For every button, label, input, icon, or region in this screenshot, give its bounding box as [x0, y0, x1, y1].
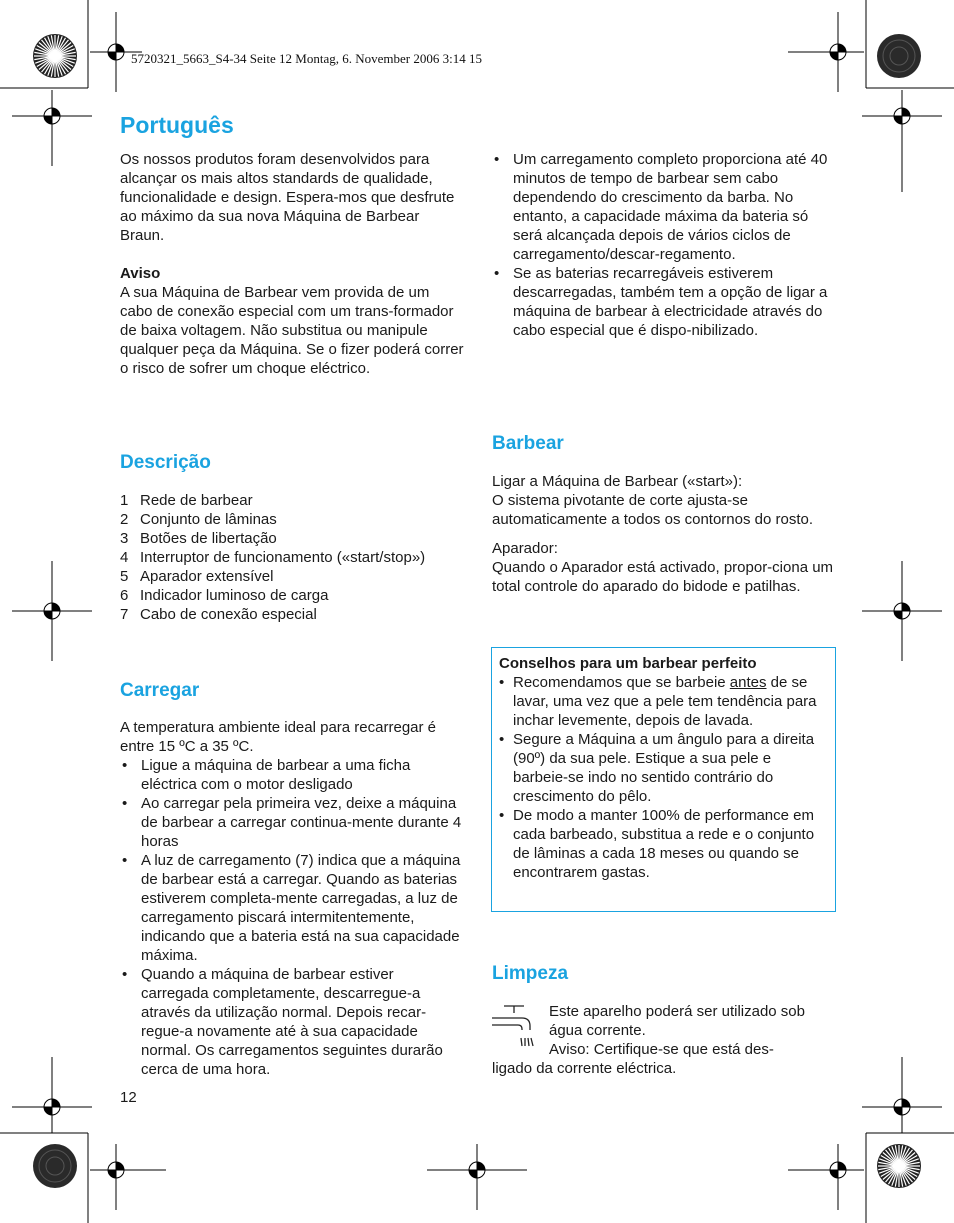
barbear-body [492, 472, 837, 596]
limpeza-line-2: água corrente. [549, 1022, 646, 1039]
page-number: 12 [120, 1089, 137, 1106]
carregar-heading: Carregar [120, 680, 200, 701]
barbear-trimmer-label: Aparador: [492, 540, 558, 557]
carregar-intro: A temperatura ambiente ideal para recarregar é entre 15 ºC a 35 ºC. [120, 719, 437, 755]
list-item: • Ao carregar pela primeira vez, deixe a máquina de barbear a carregar continua-mente durante 4 horas [120, 794, 465, 851]
list-item: • Quando a máquina de barbear estiver carregada completamente, descarregue-a através da utilização normal. Depois recar-regue-a novamente até à sua capacidade normal. Os carregamentos seguintes durarão cerca de uma hora. [120, 965, 465, 1079]
descricao-list [120, 491, 470, 624]
tips-heading: Conselhos para um barbear perfeito [499, 655, 757, 672]
aviso-text: A sua Máquina de Barbear vem provida de um cabo de conexão especial com um trans-formador de baixa voltagem. Não substitua ou manipule qualquer peça da Máquina. Se o fizer poderá correr o risco de sofrer um choque eléctrico. [120, 284, 464, 377]
left-column [120, 150, 465, 378]
registration-mark-bottom-right [838, 1170, 839, 1171]
list-item: 2 Conjunto de lâminas [120, 511, 277, 528]
limpeza-body [492, 1002, 837, 1078]
tips-bullets [499, 673, 828, 882]
limpeza-line-1: Este aparelho poderá ser utilizado sob [549, 1003, 805, 1020]
registration-mark-top-right [838, 52, 839, 53]
carregar-bullets-continued [492, 150, 837, 340]
page-title: Português [120, 112, 234, 138]
list-item: 3 Botões de libertação [120, 530, 277, 547]
star-target-top-right [899, 56, 900, 57]
limpeza-heading: Limpeza [492, 963, 569, 984]
intro-paragraph: Os nossos produtos foram desenvolvidos para alcançar os mais altos standards de qualidade, funcionalidade e design. Espera-mos que desfrute ao máximo da sua nova Máquina de Barbear Braun. [120, 151, 455, 244]
registration-mark-top-left [116, 52, 117, 53]
star-target-bottom-left [55, 1166, 56, 1167]
registration-mark-left-upper [52, 116, 53, 117]
registration-mark-left-middle [52, 611, 53, 612]
descricao-list-container [120, 491, 470, 624]
list-item: 5 Aparador extensível [120, 568, 274, 585]
list-item: 1 Rede de barbear [120, 492, 253, 509]
registration-mark-bottom-center [477, 1170, 478, 1171]
star-target-bottom-right [899, 1166, 900, 1167]
registration-mark-right-lower [902, 1107, 903, 1108]
list-item: 4 Interruptor de funcionamento («start/stop») [120, 549, 426, 566]
star-target-top-left [55, 56, 56, 57]
list-item: • Um carregamento completo proporciona até 40 minutos de tempo de barbear sem cabo dependendo do crescimento da barba. No entanto, a capacidade máxima da bateria só será alcançada depois de vários ciclos de carregamento/descar-regamento. [492, 150, 837, 264]
registration-mark-left-lower [52, 1107, 53, 1108]
list-item: • Recomendamos que se barbeie antes de se lavar, uma vez que a pele tem tendência para inchar levemente, depois de lavada. [499, 673, 828, 730]
list-item: • Segure a Máquina a um ângulo para a direita (90º) da sua pele. Estique a sua pele e barbeie-se indo no sentido contrário do crescimento do pêlo. [499, 730, 828, 806]
registration-mark-bottom-left [116, 1170, 117, 1171]
aviso-heading: Aviso [120, 265, 161, 282]
barbear-trimmer-text: Quando o Aparador está activado, propor-ciona um total controle do aparado do bidode e patilhas. [492, 559, 834, 595]
list-item: • Se as baterias recarregáveis estiverem descarregadas, também tem a opção de ligar a máquina de barbear à electricidade através do cabo especial que é dispo-nibilizado. [492, 264, 837, 340]
descricao-heading: Descrição [120, 452, 211, 473]
print-header: 5720321_5663_S4-34 Seite 12 Montag, 6. November 2006 3:14 15 [131, 51, 482, 66]
tips-box [491, 647, 836, 912]
underlined-word: antes [729, 674, 767, 691]
barbear-start-text: O sistema pivotante de corte ajusta-se automaticamente a todos os contornos do rosto. [492, 492, 814, 528]
barbear-heading: Barbear [492, 433, 564, 454]
registration-mark-right-middle [902, 611, 903, 612]
list-item: • De modo a manter 100% de performance em cada barbeado, substitua a rede e o conjunto de lâminas a cada 18 meses ou quando se encontrarem gastas. [499, 806, 828, 882]
registration-mark-right-upper [902, 116, 903, 117]
carregar-continued [492, 150, 837, 340]
list-item: 6 Indicador luminoso de carga [120, 587, 329, 604]
list-item: • Ligue a máquina de barbear a uma ficha eléctrica com o motor desligado [120, 756, 465, 794]
carregar-body [120, 718, 465, 1079]
limpeza-line-3: Aviso: Certifique-se que está des- [549, 1041, 774, 1058]
list-item: • A luz de carregamento (7) indica que a máquina de barbear está a carregar. Quando as baterias estiverem completa-mente carregadas, a luz de carregamento piscará intermitentemente, indicando que a bateria está na sua capacidade máxima. [120, 851, 465, 965]
list-item: 7 Cabo de conexão especial [120, 606, 317, 623]
barbear-start-label: Ligar a Máquina de Barbear («start»): [492, 473, 743, 490]
limpeza-line-4: ligado da corrente eléctrica. [492, 1060, 677, 1077]
carregar-bullets [120, 756, 465, 1079]
